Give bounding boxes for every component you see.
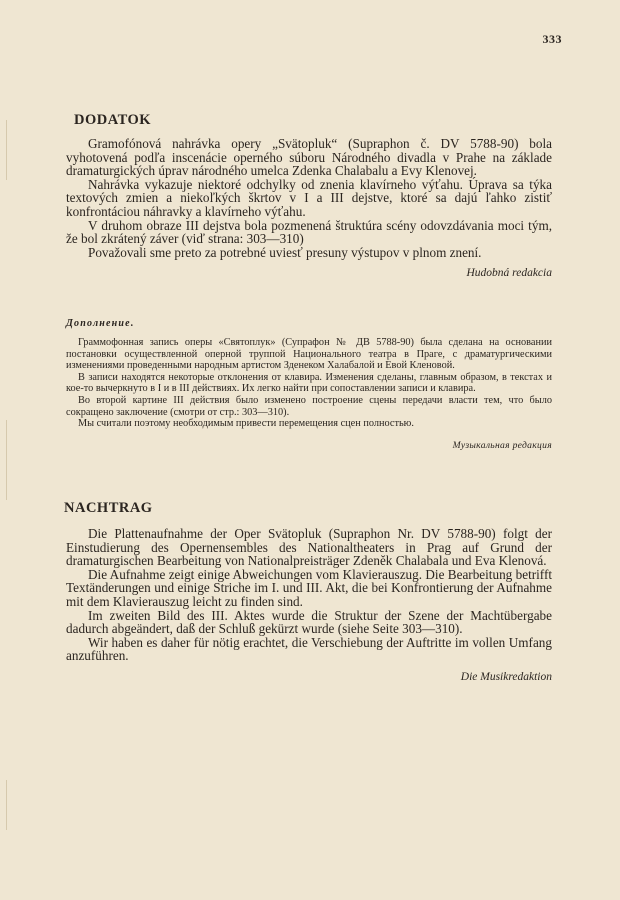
german-paragraph: Im zweiten Bild des III. Aktes wurde die Struktur der Szene der Machtübergabe dadurch abgeändert, daß der Schluß gekürzt wurde (siehe Seite 303—310).	[66, 607, 552, 637]
slovak-paragraph: V druhom obraze III dejstva bola pozmenená štruktúra scény odovzdávania moci tým, že bol zkrátený záver (viď strana: 303—310)	[66, 217, 552, 247]
slovak-addendum	[66, 112, 552, 279]
german-signature: Die Musikredaktion	[460, 670, 552, 683]
german-heading: NACHTRAG	[64, 500, 153, 516]
slovak-heading: DODATOK	[74, 112, 152, 128]
russian-paragraph: В записи находятся некоторые отклонения от клавира. Изменения сделаны, главным образом, в текстах и кое-то вычеркнуто в I и в III действиях. Их легко найти при сопоставлении записи и клавира.	[66, 371, 552, 395]
german-addendum	[66, 500, 552, 683]
slovak-paragraph: Považovali sme preto za potrebné uviesť presuny výstupov v plnom znení.	[88, 244, 482, 260]
russian-paragraph: Граммофонная запись оперы «Святоплук» (Супрафон № ДВ 5788-90) была сделана на основании постановки осуществленной оперной труппой Национального театра в Праге, с драматургическими изменениями проведенными народным артистом Здeнеком Халабалой и Евой Кленовой.	[66, 337, 552, 372]
russian-signature: Музыкальная редакция	[452, 439, 552, 451]
page-edge-shadow	[6, 780, 7, 830]
page-number: 333	[542, 32, 562, 46]
slovak-signature: Hudobná redakcia	[466, 267, 552, 280]
slovak-paragraph: Gramofónová nahrávka opery „Svätopluk“ (Supraphon č. DV 5788-90) bola vyhotovená podľa inscenácie operného súboru Národného divadla v Prahe na základe dramaturgických úprav národného umelca Zdenka Chalabalu a Evy Klenovej.	[66, 136, 552, 179]
german-paragraph: Die Aufnahme zeigt einige Abweichungen vom Klavierauszug. Die Bearbeitung betrifft Textänderungen und einige Striche im I. und III. Akt, die bei Konfrontierung der Aufnahme mit dem Klavierauszug leicht zu finden sind.	[66, 566, 552, 609]
russian-addendum	[66, 318, 552, 451]
russian-paragraph: Мы считали поэтому необходимым привести перемещения сцен полностью.	[78, 418, 414, 430]
german-paragraph: Die Plattenaufnahme der Oper Svätopluk (Supraphon Nr. DV 5788-90) folgt der Einstudierung des Opernensembles des Nationaltheaters in Prag auf Grund der dramaturgischen Bearbeitung von Nationalpreisträger Zdeněk Chalabala und Eva Klenová.	[66, 526, 552, 569]
slovak-paragraph: Nahrávka vykazuje niektoré odchylky od znenia klavírneho výťahu. Úprava sa týka textových zmien a niekoľkých škrtov v I a III dejstve, ktoré sa dajú ľahko zistiť konfrontáciou náhravky a klavírneho výťahu.	[66, 176, 552, 219]
page-edge-shadow	[6, 420, 7, 500]
german-paragraph: Wir haben es daher für nötig erachtet, die Verschiebung der Auftritte im vollen Umfang anzuführen.	[66, 634, 552, 664]
russian-paragraph: Во второй картине III действия было изменено построение сцены передачи власти тем, что было сокращено заключение (смотри от стр.: 303—310).	[66, 394, 552, 418]
page-edge-shadow	[6, 120, 7, 180]
russian-heading: Дополнение.	[66, 318, 135, 329]
